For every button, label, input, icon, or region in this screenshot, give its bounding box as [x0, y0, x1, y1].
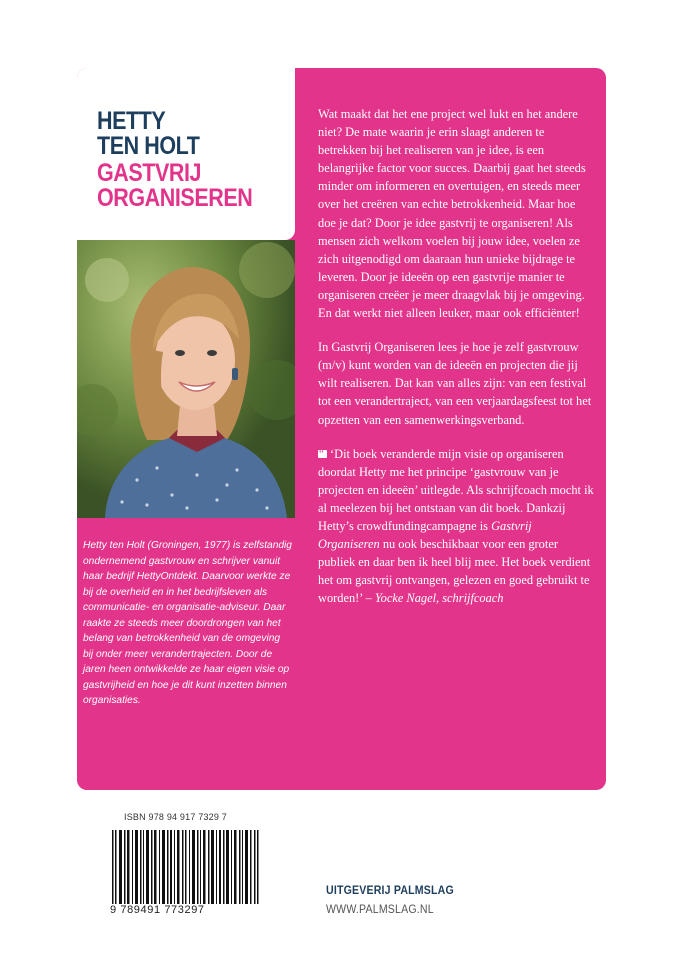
publisher-website: WWW.PALMSLAG.NL: [326, 904, 434, 916]
quote-text-2: nu ook beschikbaar voor een groter publiek en daar ben ik heel blij mee. Het boek verdient het om gastvrij ontvangen, gelezen en goed gebruikt te worden!’ –: [318, 537, 591, 606]
blurb-text: [318, 105, 596, 623]
author-bio: Hetty ten Holt (Groningen, 1977) is zelfstandig ondernemend gastvrouw en schrijver vanuit haar bedrijf HettyOntdekt. Daarvoor werkte ze bij de overheid en in het bedrijfsleven als communicatie- en organisatie-adviseur. Daar raakte ze steeds meer doordrongen van het belang van betrokkenheid van de omgeving bij onder meer verandertrajecten. Door de jaren heen ontwikkelde ze haar eigen visie op gastvrijheid en hoe je dit kunt inzetten binnen organisaties.: [83, 540, 292, 706]
book-title-line-2: ORGANISEREN: [97, 184, 253, 212]
author-photo-illustration: [77, 240, 295, 518]
author-photo: [77, 240, 295, 518]
quote-book-title: Gastvrij Organiseren: [318, 518, 532, 552]
publisher-name: UITGEVERIJ PALMSLAG: [326, 885, 454, 897]
quote-icon: [318, 450, 327, 458]
quote-attribution: Yocke Nagel, schrijfcoach: [374, 591, 504, 606]
blurb-paragraph-2: In Gastvrij Organiseren lees je hoe je zelf gastvrouw (m/v) kunt worden van de ideeën en projecten die jij wilt realiseren. Dat kan van alles zijn: van een festival tot een verandertraject, van een verjaardagsfeest tot het opzetten van een samenwerkingsverband.: [318, 340, 592, 427]
testimonial-quote: [318, 445, 596, 608]
barcode: [108, 830, 264, 912]
author-name-line-2: TEN HOLT: [97, 132, 200, 160]
barcode-digits: 9 789491 773297: [110, 904, 266, 916]
blurb-paragraph-1: Wat maakt dat het ene project wel lukt en het andere niet? De mate waarin je erin slaagt anderen te betrekken bij het realiseren van je idee, is een belangrijke factor voor succes. Daarbij gaat het steeds minder om informeren en overtuigen, en steeds meer over het creëren van echte betrokkenheid. Maar hoe doe je dat? Door je idee gastvrij te organiseren! Als mensen zich welkom voelen bij jouw idee, voelen ze zich uitgenodigd om daaraan hun unieke bijdrage te leveren. Door je ideeën op een gastvrije manier te organiseren creëer je meer draagvlak bij je omgeving. En dat werkt niet alleen leuker, maar ook efficiënter!: [318, 107, 586, 321]
quote-text-1: ‘Dit boek veranderde mijn visie op organiseren doordat Hetty me het principe ‘gastvrouw van je projecten en ideeën’ uitlegde. Als schrijfcoach mocht ik al meelezen bij het ontstaan van dit boek. Dankzij Hetty’s crowdfundingcampagne is: [318, 446, 594, 533]
book-title-line-1: GASTVRIJ: [97, 159, 202, 187]
author-name-line-1: HETTY: [97, 107, 166, 135]
isbn-label: ISBN 978 94 917 7329 7: [124, 812, 227, 822]
back-cover-panel: [77, 68, 606, 790]
title-box: [77, 68, 295, 240]
